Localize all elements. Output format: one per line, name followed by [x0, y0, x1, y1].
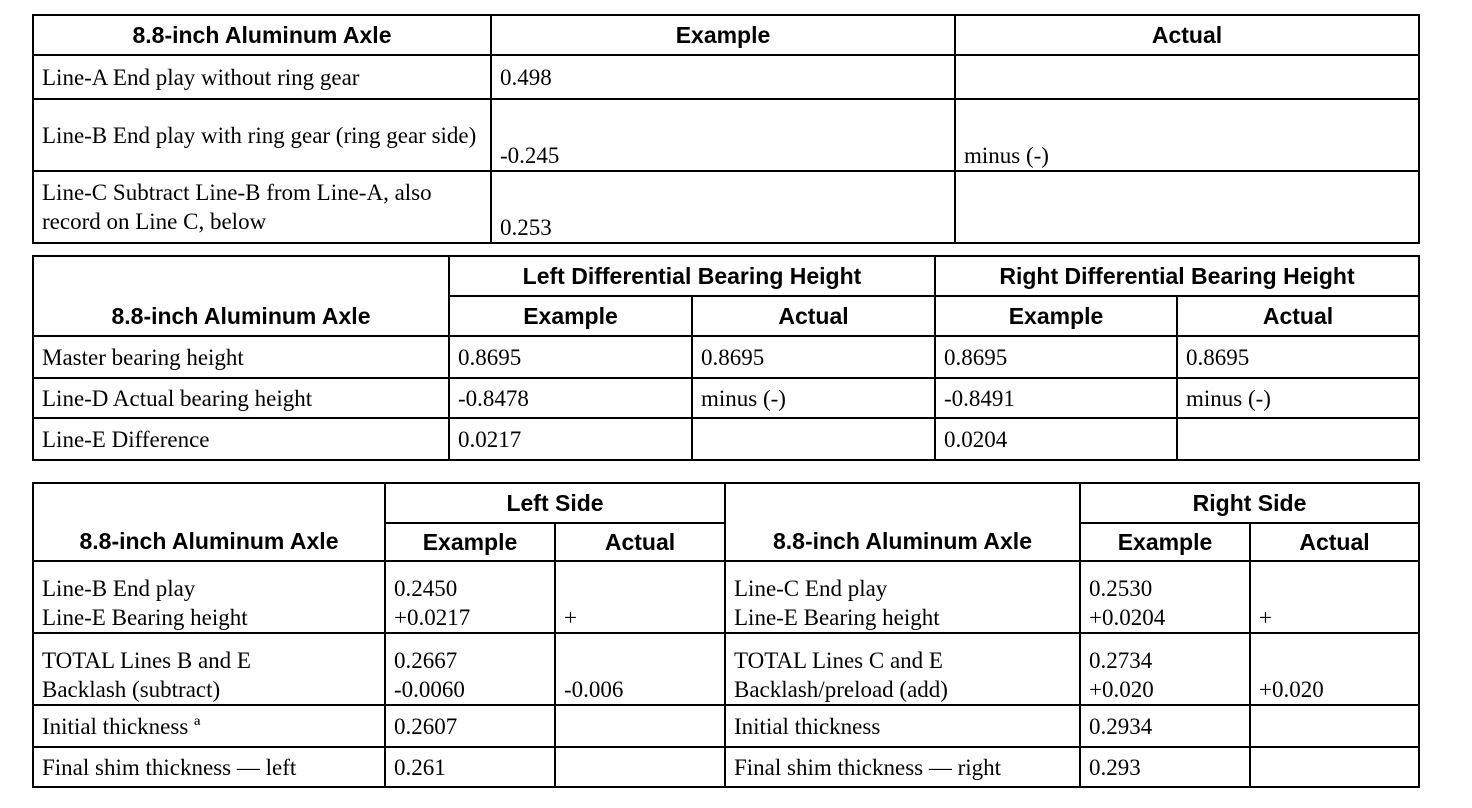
left-actual-value[interactable]: -0.006: [555, 633, 725, 705]
bearing-height-table: [32, 255, 1420, 461]
row-label: Line-A End play without ring gear: [33, 55, 491, 99]
left-row-label: Initial thickness ª: [33, 705, 385, 747]
left-actual-value[interactable]: 0.8695: [692, 336, 935, 378]
left-example-value: 0.2607: [385, 705, 555, 747]
right-example-value: 0.2934: [1080, 705, 1250, 747]
right-example-header: Example: [935, 296, 1177, 336]
left-row-label: Final shim thickness — left: [33, 747, 385, 787]
left-actual-header: Actual: [555, 523, 725, 561]
table-row: [33, 418, 1419, 460]
right-axle-header: 8.8-inch Aluminum Axle: [725, 483, 1080, 561]
left-example-value: 0.0217: [449, 418, 692, 460]
example-value: -0.245: [491, 99, 955, 171]
left-example-header: Example: [449, 296, 692, 336]
table-row: [33, 705, 1419, 747]
right-example-value: 0.0204: [935, 418, 1177, 460]
left-actual-value[interactable]: [555, 705, 725, 747]
right-actual-value[interactable]: [1250, 705, 1419, 747]
row-label: Line-D Actual bearing height: [33, 378, 449, 418]
axle-header: 8.8-inch Aluminum Axle: [33, 15, 491, 55]
actual-header: Actual: [955, 15, 1419, 55]
actual-value[interactable]: [955, 55, 1419, 99]
row-label: Line-C Subtract Line-B from Line-A, also record on Line C, below: [33, 171, 491, 243]
right-side-header: Right Side: [1080, 483, 1419, 523]
example-value: 0.498: [491, 55, 955, 99]
right-actual-value[interactable]: [1250, 747, 1419, 787]
left-example-value: 0.8695: [449, 336, 692, 378]
table-row: [33, 378, 1419, 418]
right-row-label: Final shim thickness — right: [725, 747, 1080, 787]
right-actual-value[interactable]: 0.8695: [1177, 336, 1419, 378]
left-actual-header: Actual: [692, 296, 935, 336]
left-side-header: Left Side: [385, 483, 725, 523]
right-example-header: Example: [1080, 523, 1250, 561]
table-row: [33, 747, 1419, 787]
left-example-value: 0.261: [385, 747, 555, 787]
row-label: Line-E Difference: [33, 418, 449, 460]
right-example-value: 0.293: [1080, 747, 1250, 787]
example-value: 0.253: [491, 171, 955, 243]
left-axle-header: 8.8-inch Aluminum Axle: [33, 483, 385, 561]
right-row-label: Initial thickness: [725, 705, 1080, 747]
example-header: Example: [491, 15, 955, 55]
right-actual-header: Actual: [1250, 523, 1419, 561]
table-row: [33, 561, 1419, 633]
right-example-value: 0.2734 +0.020: [1080, 633, 1250, 705]
table-row: [33, 633, 1419, 705]
row-label: Line-B End play with ring gear (ring gear side): [33, 99, 491, 171]
right-bearing-header: Right Differential Bearing Height: [935, 256, 1419, 296]
left-example-header: Example: [385, 523, 555, 561]
right-actual-header: Actual: [1177, 296, 1419, 336]
table-row: [33, 99, 1419, 171]
actual-value[interactable]: [955, 171, 1419, 243]
right-row-label: Line-C End play Line-E Bearing height: [725, 561, 1080, 633]
left-row-label: Line-B End play Line-E Bearing height: [33, 561, 385, 633]
right-actual-value[interactable]: minus (-): [1177, 378, 1419, 418]
left-bearing-header: Left Differential Bearing Height: [449, 256, 935, 296]
right-example-value: 0.2530 +0.0204: [1080, 561, 1250, 633]
row-label: Master bearing height: [33, 336, 449, 378]
right-actual-value[interactable]: +0.020: [1250, 633, 1419, 705]
shim-thickness-table: [32, 482, 1420, 788]
end-play-table: [32, 14, 1420, 244]
table-row: [33, 336, 1419, 378]
right-actual-value[interactable]: [1177, 418, 1419, 460]
actual-value[interactable]: minus (-): [955, 99, 1419, 171]
left-actual-value[interactable]: [555, 747, 725, 787]
right-example-value: 0.8695: [935, 336, 1177, 378]
left-example-value: 0.2667 -0.0060: [385, 633, 555, 705]
right-example-value: -0.8491: [935, 378, 1177, 418]
table-row: [33, 171, 1419, 243]
table-row: [33, 55, 1419, 99]
axle-header: 8.8-inch Aluminum Axle: [33, 256, 449, 336]
left-actual-value[interactable]: [692, 418, 935, 460]
right-actual-value[interactable]: +: [1250, 561, 1419, 633]
left-example-value: -0.8478: [449, 378, 692, 418]
left-example-value: 0.2450 +0.0217: [385, 561, 555, 633]
left-actual-value[interactable]: minus (-): [692, 378, 935, 418]
right-row-label: TOTAL Lines C and E Backlash/preload (add): [725, 633, 1080, 705]
left-row-label: TOTAL Lines B and E Backlash (subtract): [33, 633, 385, 705]
left-actual-value[interactable]: +: [555, 561, 725, 633]
